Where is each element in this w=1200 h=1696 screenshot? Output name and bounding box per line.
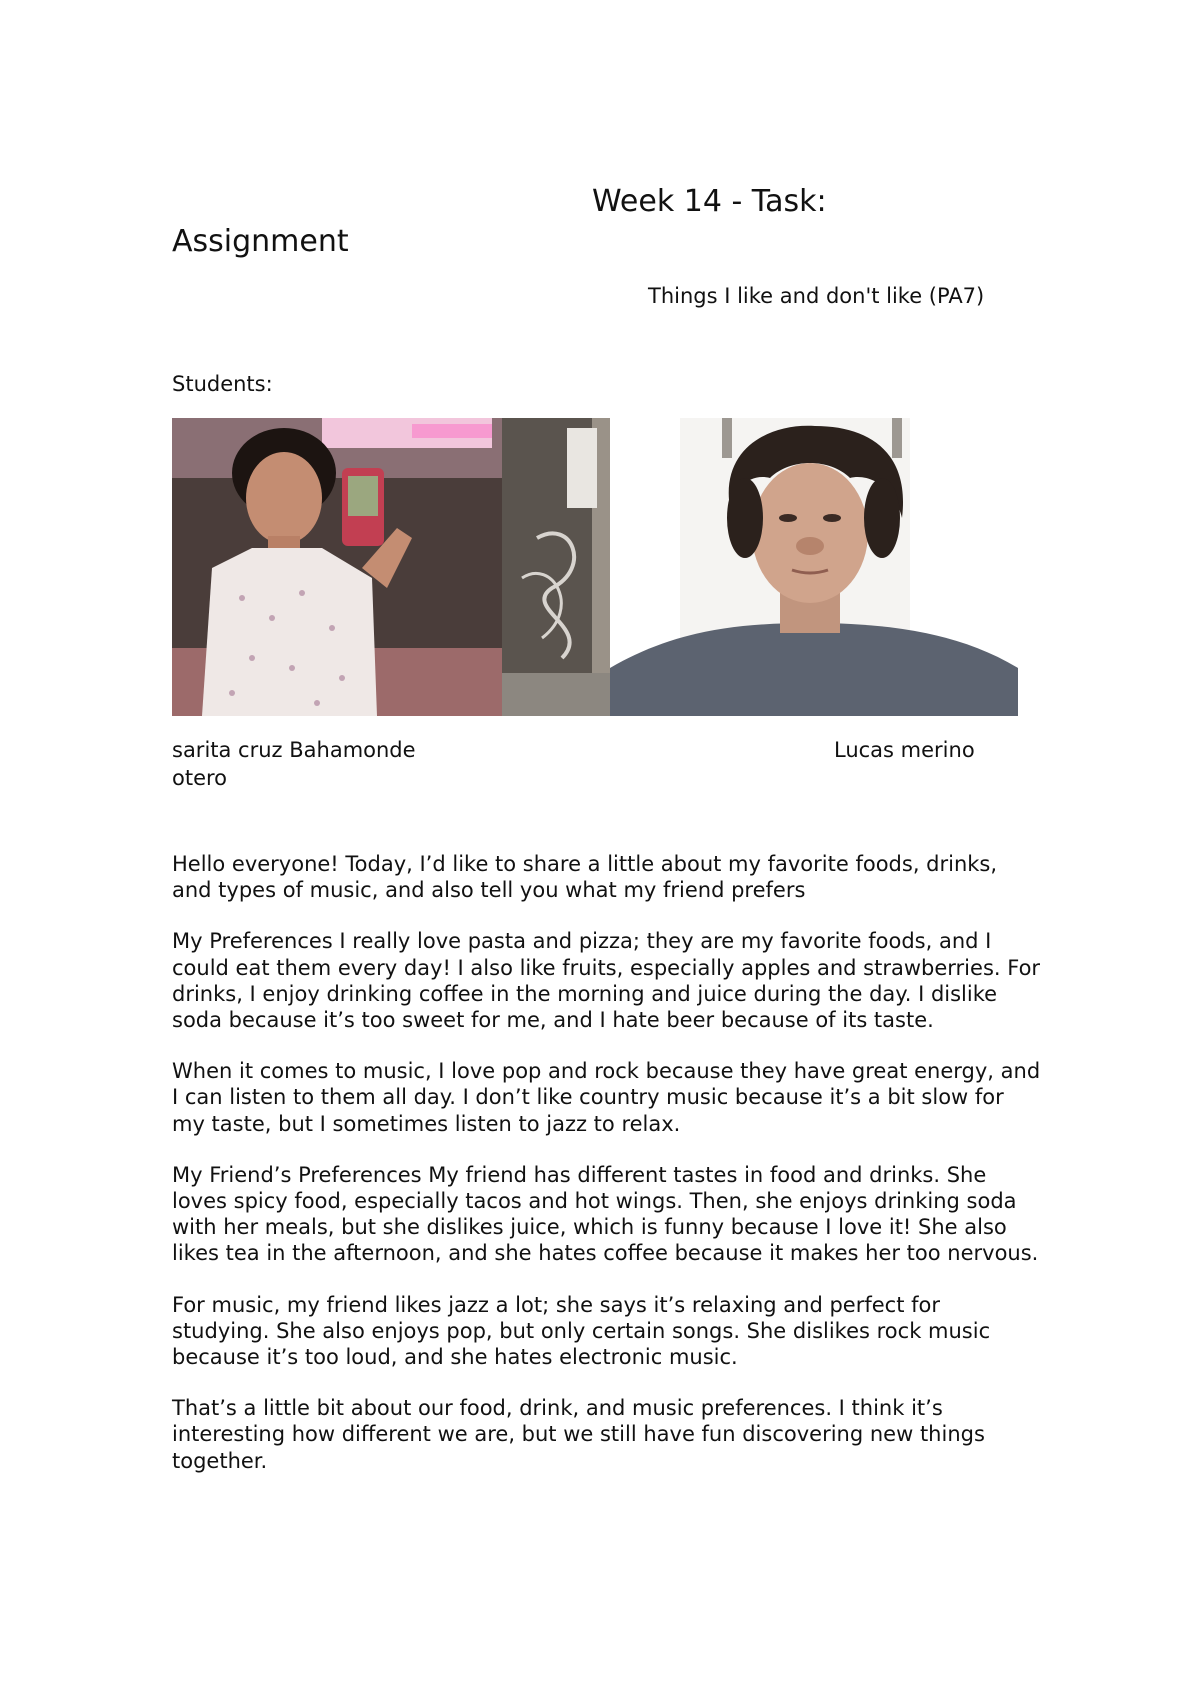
paragraph-friend-music: For music, my friend likes jazz a lot; she says it’s relaxing and perfect for studying. She also enjoys pop, but only certain songs. She dislikes rock music because it’s too loud, and she hates electronic music. (172, 1292, 991, 1370)
paragraph-conclusion: That’s a little bit about our food, drink, and music preferences. I think it’s interesting how different we are, but we still have fun discovering new things together. (172, 1396, 985, 1473)
subtitle: Things I like and don't like (PA7) (648, 284, 985, 308)
student-photo-2 (610, 418, 1018, 716)
student-name-2: Lucas merino (834, 738, 975, 762)
students-label: Students: (172, 372, 273, 396)
paragraph-intro: Hello everyone! Today, I’d like to share a little about my favorite foods, drinks, and types of music, and also tell you what my friend prefers (172, 852, 998, 903)
student-name-1-line-2: otero (172, 766, 228, 790)
student-name-1 (172, 736, 472, 792)
essay-body (172, 851, 1042, 1499)
student-photo-1 (172, 418, 610, 716)
title-line-2: Assignment (172, 224, 349, 259)
student-name-1-line-1: sarita cruz Bahamonde (172, 738, 416, 762)
title-line-1: Week 14 - Task: (592, 184, 827, 219)
paragraph-my-preferences: My Preferences I really love pasta and pizza; they are my favorite foods, and I could eat them every day! I also like fruits, especially apples and strawberries. For drinks, I enjoy drinking coffee in the morning and juice during the day. I dislike soda because it’s too sweet for me, and I hate beer because of its taste. (172, 929, 1041, 1033)
paragraph-my-music: When it comes to music, I love pop and rock because they have great energy, and I can listen to them all day. I don’t like country music because it’s a bit slow for my taste, but I sometimes listen to jazz to relax. (172, 1059, 1041, 1136)
paragraph-friend-preferences: My Friend’s Preferences My friend has different tastes in food and drinks. She loves spicy food, especially tacos and hot wings. Then, she enjoys drinking soda with her meals, but she dislikes juice, which is funny because I love it! She also likes tea in the afternoon, and she hates coffee because it makes her too nervous. (172, 1162, 1039, 1266)
